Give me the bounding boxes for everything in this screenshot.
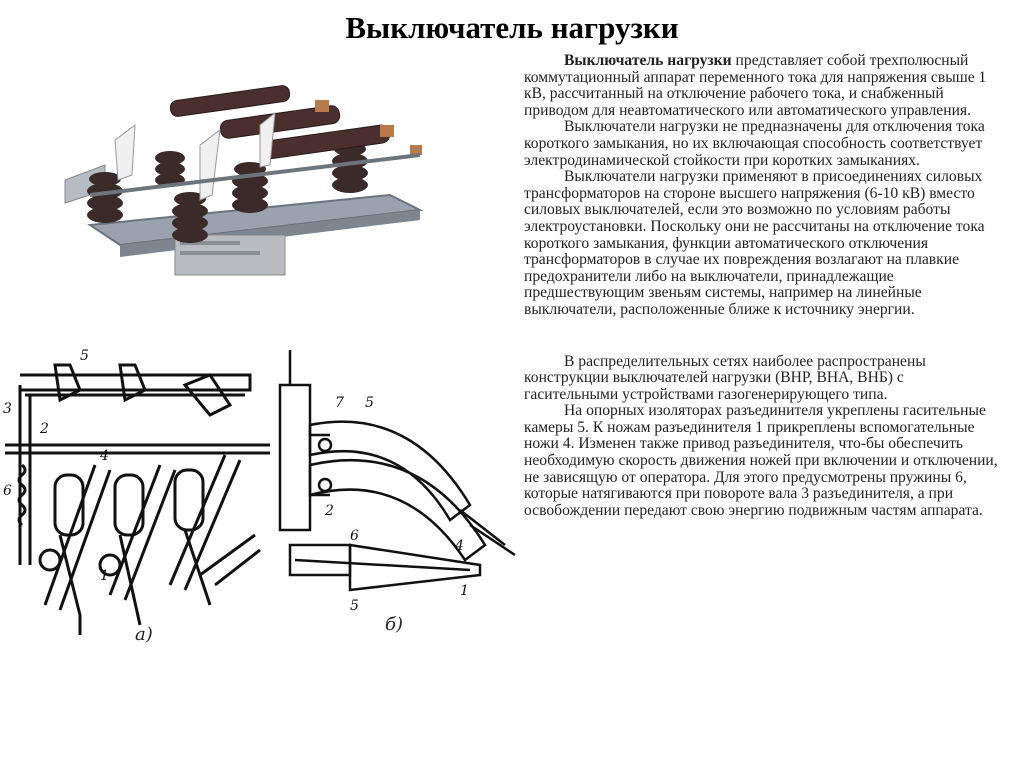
figure-b-caption: б): [385, 614, 404, 635]
figure-a-label-4: 4: [100, 448, 109, 464]
figure-b-label-2: 2: [325, 503, 334, 519]
figure-a-label-3: 3: [3, 401, 12, 417]
arc-chute-drawing-b: [270, 345, 520, 645]
slide-title: Выключатель нагрузки: [345, 10, 679, 45]
figure-a-label-2: 2: [40, 421, 49, 437]
paragraph-definition: [524, 53, 999, 119]
definition-text: представляет собой трехполюсный коммутационный аппарат переменного тока для напряжения свыше 1 кВ, рассчитанный на отключение рабочего тока, и снабженный приводом для неавтоматического или автоматического управления.: [524, 52, 987, 119]
figure-a-label-5: 5: [80, 348, 89, 364]
paragraph-distribution: В распределительных сетях наиболее распространены конструкции выключателей нагрузки (ВНР, ВНА, ВНБ) с гасительными устройствами газогенерирующего типа.: [524, 352, 926, 403]
figure-b-label-6: 6: [350, 528, 359, 544]
term-load-switch: Выключатель нагрузки: [564, 52, 732, 69]
figure-a-label-1: 1: [100, 568, 109, 584]
figure-a-label-6: 6: [3, 483, 12, 499]
figure-b-label-5: 5: [365, 395, 374, 411]
paragraph-short-circuit: Выключатели нагрузки не предназначены для отключения тока короткого замыкания, но их включающая способность соответствует электродинамической стойкости при коротких замыканиях.: [524, 118, 985, 169]
figure-a-caption: а): [135, 624, 153, 645]
figure-b-label-4: 4: [455, 538, 464, 554]
figure-b-label-7: 7: [335, 395, 344, 411]
paragraph-construction: На опорных изоляторах разъединителя укреплены гасительные камеры 5. К ножам разъединителя 1 прикреплены вспомогательные ножи 4. Изменен также привод разъединителя, что-бы обеспечить необходимую скорость движения ножей при включении и отключении, не зависящую от оператора. Для этого предусмотрены пружины 6, которые натягиваются при повороте вала 3 разъединителя, а при освобождении передают свою энергию подвижным частям аппарата.: [524, 402, 998, 519]
description-text: [524, 53, 999, 519]
mechanism-drawing-a: [0, 335, 275, 675]
figure-b-label-1: 1: [460, 583, 469, 599]
figure-b-label-5b: 5: [350, 598, 359, 614]
load-switch-photo: [60, 85, 475, 280]
paragraph-application: Выключатели нагрузки применяют в присоединениях силовых трансформаторов на стороне высшего напряжения (6-10 кВ) вместо силовых выключателей, если это возможно по условиям работы электроустановки. Поскольку они не рассчитаны на отключение тока короткого замыкания, функции автоматического отключения трансформаторов в случае их повреждения возлагают на плавкие предохранители либо на выключатели, принадлежащие предшествующим звеньям системы, например на линейные выключатели, расположенные ближе к источнику энергии.: [524, 168, 985, 318]
